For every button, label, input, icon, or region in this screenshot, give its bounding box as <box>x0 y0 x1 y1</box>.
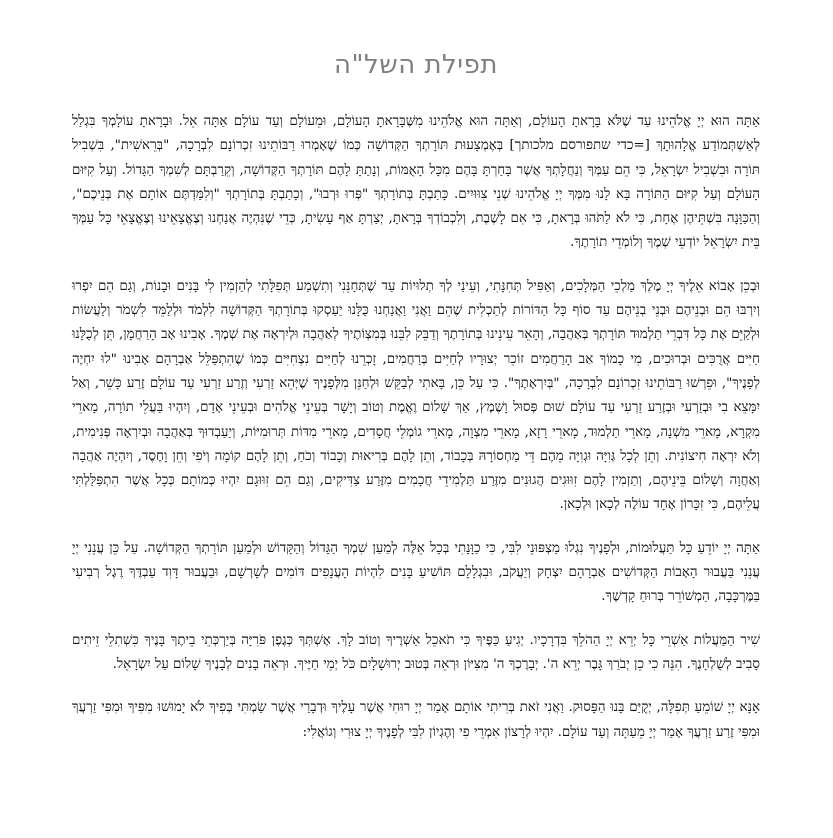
paragraph-1: אַתָּה הוּא יְיָ אֱלֹהֵינוּ עַד שֶׁלֹּא בָּרָאתָ הָעוֹלָם, וְאַתָּה הוּא אֱלֹהֵינוּ מִשֶּׁבָּרָאתָ הָעוֹלָם, וּמֵעוֹלָם וְעַד עוֹלָם אַתָּה אֵל. וּבָרָאתָ עוֹלָמְךָ בִּגְלַל לְאַשְׁתְּמוֹדַע אֱלָהוּתָךְ [=כדי שתפורסם מלכותך] בְּאֶמְצָעוּת תּוֹרָתְךָ הַקְּדוֹשָׁה כְּמוֹ שֶׁאָמְרוּ רַבּוֹתֵינוּ זִכְרוֹנָם לִבְרָכָה, "בְּרֵאשִׁית", בִּשְׁבִיל תּוֹרָה וּבִשְׁבִיל יִשְׂרָאֵל, כִּי הֵם עַמְּךָ וְנַחֲלָתְךָ אֲשֶׁר בָּחַרְתָּ בָּהֶם מִכָּל הָאֻמּוֹת, וְנָתַתָּ לָהֶם תּוֹרָתְךָ הַקְּדוֹשָׁה, וְקֵרַבְתָּם לְשִׁמְךָ הַגָּדוֹל. וְעַל קִיּוּם הָעוֹלָם וְעַל קִיּוּם הַתּוֹרָה בָּא לָנוּ מִמְּךָ יְיָ אֱלֹהֵינוּ שְׁנֵי צִוּוּיִים. כָּתַבְתָּ בְּתוֹרָתְךָ "פְּרוּ וּרְבוּ", וְכָתַבְתָּ בְּתוֹרָתְךָ "וְלִמַּדְתֶּם אוֹתָם אֶת בְּנֵיכֶם", וְהַכַּוָּנָה בִּשְׁתֵּיהֶן אֶחָת, כִּי לֹא לַתֹּהוּ בְּרָאתָ, כִּי אִם לָשֶׁבֶת, וְלִכְבוֹדְךָ בְּרָאתָ, יְצַרְתָּ אַף עָשִׂיתָ, כְּדֵי שֶׁנִּהְיֶה אֲנַחְנוּ וְצֶאֱצָאֵינוּ וְצֶאֱצָאֵי כָּל עַמְּךָ בֵּית יִשְׂרָאֵל יוֹדְעֵי שְׁמֶךָ וְלוֹמְדֵי תוֹרָתֶךָ. <box>72 114 760 251</box>
paragraph-2: וּבְכֵן אָבוֹא אֵלֶיךָ יְיָ מֶלֶךְ מַלְכֵי הַמְּלָכִים, וְאַפִּיל תְּחִנָּתִי, וְעֵינַי לְךָ תְלוּיוֹת עַד שֶׁתְּחָנֵּנִי וְתִשְׁמַע תְּפִלָּתִי לְהַזְמִין לִי בָּנִים וּבָנוֹת, וְגַם הֵם יִפְרוּ וְיִרְבּוּ הֵם וּבְנֵיהֶם וּבְנֵי בְנֵיהֶם עַד סוֹף כָּל הַדּוֹרוֹת לְתַכְלִית שֶׁהֵם וַאֲנִי וַאֲנַחְנוּ כֻּלָּנוּ יַעַסְקוּ בְּתוֹרָתְךָ הַקְּדוֹשָׁה לִלְמֹד וּלְלַמֵּד לִשְׁמֹר וְלַעֲשׂוֹת וּלְקַיֵּם אֶת כָּל דִּבְרֵי תַלְמוּד תּוֹרָתְךָ בְּאַהֲבָה, וְהָאֵר עֵינֵינוּ בְּתוֹרָתֶךָ וְדַבֵּק לִבֵּנוּ בְּמִצְוֹתֶיךָ לְאַהֲבָה וּלְיִרְאָה אֶת שְׁמֶךָ. אָבִינוּ אָב הָרַחֲמָן, תֵּן לְכֻלָּנוּ חַיִּים אֲרֻכִּים וּבְרוּכִים, מִי כָמוֹךָ אַב הָרַחֲמִים זוֹכֵר יְצוּרָיו לְחַיִּים בְּרַחֲמִים, זָכְרֵנוּ לְחַיִּים נִצְחִיִּים כְּמוֹ שֶׁהִתְפַּלֵּל אַבְרָהָם אָבִינוּ "לוּ יִחְיֶה לְפָנֶיךָ", וּפֵרְשׁוּ רַבּוֹתֵינוּ זִכְרוֹנָם לִבְרָכָה, "בְּיִרְאָתֶךָ". כִּי עַל כֵּן, בָּאתִי לְבַקֵּשׁ וּלְחַנֵּן מִלְּפָנֶיךָ שֶׁיְּהֵא זַרְעִי וְזֶרַע זַרְעִי עַד עוֹלָם זֶרַע כָּשֵׁר, וְאַל יִמָּצֵא בִי וּבְזַרְעִי וּבְזֶרַע זַרְעִי עַד עוֹלָם שׁוּם פְּסוּל וָשֶׁמֶץ, אַךְ שָׁלוֹם וֶאֱמֶת וְטוֹב וְיָשָׁר בְּעֵינֵי אֱלֹהִים וּבְעֵינֵי אָדָם, וְיִהְיוּ בַּעֲלֵי תוֹרָה, מָארֵי מִקְרָא, מָארֵי מִשְׁנָה, מָארֵי תַלְמוּד, מָארֵי רָזָא, מָארֵי מִצְוָה, מָארֵי גוֹמְלֵי חֲסָדִים, מָארֵי מִדּוֹת תְּרוּמִיּוֹת, וְיַעַבְדוּךָ בְּאַהֲבָה וּבְיִרְאָה פְּנִימִית, וְלֹא יִרְאָה חִיצוֹנִית. וְתֵן לְכָל גְּוִיָּה וּגְוִיָּה מֵהֶם דֵּי מַחְסוֹרָהּ בְּכָבוֹד, וְתֵן לָהֶם בְּרִיאוּת וְכָבוֹד וְכֹחַ, וְתֵן לָהֶם קוֹמָה וְיֹפִי וְחֵן וָחֶסֶד, וְיִהְיֶה אַהֲבָה וְאַחֲוָה וְשָׁלוֹם בֵּינֵיהֶם, וְתַזְמִין לָהֶם זִוּוּגִים הֲגוּנִים מִזֶּרַע תַּלְמִידֵי חֲכָמִים מִזֶּרַע צַדִּיקִים, וְגַם הֵם זִוּוּגָם יִהְיוּ כְּמוֹתָם כְּכָל אֲשֶׁר הִתְפַּלַּלְתִּי עֲלֵיהֶם, כִּי זִכָּרוֹן אֶחָד עוֹלֶה לְכָאן וּלְכָאן. <box>72 278 760 513</box>
paragraph-5: אָנָּא יְיָ שׁוֹמֵעַ תְּפִלָּה, יְקֻיַּם בָּנוּ הַפָּסוּק. וַאֲנִי זֹאת בְּרִיתִי אוֹתָם אָמַר יְיָ רוּחִי אֲשֶׁר עָלֶיךָ וּדְבָרַי אֲשֶׁר שַׂמְתִּי בְּפִיךָ לֹא יָמוּשׁוּ מִפִּיךָ וּמִפִּי זַרְעֲךָ וּמִפִּי זֶרַע זַרְעֲךָ אָמַר יְיָ מֵעַתָּה וְעַד עוֹלָם. יִהְיוּ לְרָצוֹן אִמְרֵי פִי וְהֶגְיוֹן לִבִּי לְפָנֶיךָ יְיָ צוּרִי וְגוֹאֲלִי: <box>72 700 760 740</box>
document-title: תפילת השל"ה <box>334 50 498 80</box>
paragraph-4: שִׁיר הַמַּעֲלוֹת אַשְׁרֵי כָּל יְרֵא יְיָ הַהֹלֵךְ בִּדְרָכָיו. יְגִיעַ כַּפֶּיךָ כִּי תֹאכֵל אַשְׁרֶיךָ וְטוֹב לָךְ. אֶשְׁתְּךָ כְּגֶפֶן פֹּרִיָּה בְּיַרְכְּתֵי בֵיתֶךָ בָּנֶיךָ כִּשְׁתִלֵי זֵיתִים סָבִיב לְשֻׁלְחָנֶךָ. הִנֵּה כִי כֵן יְבֹרַךְ גָּבֶר יְרֵא ה'. יְבָרֶכְךָ ה' מִצִּיּוֹן וּרְאֵה בְּטוּב יְרוּשָׁלָיִם כֹּל יְמֵי חַיֶּיךָ. וּרְאֵה בָנִים לְבָנֶיךָ שָׁלוֹם עַל יִשְׂרָאֵל. <box>72 632 760 672</box>
document-page <box>72 38 760 764</box>
paragraph-3: אַתָּה יְיָ יוֹדֵעַ כָּל תַּעֲלוּמוֹת, וּלְפָנֶיךָ נִגְלוּ מַצְפּוּנֵי לִבִּי, כִּי כַוָּנָתִי בְּכָל אֵלֶּה לְמַעַן שִׁמְךָ הַגָּדוֹל וְהַקָּדוֹשׁ וּלְמַעַן תּוֹרָתְךָ הַקְּדוֹשָׁה. עַל כֵּן עֲנֵנִי יְיָ עֲנֵנִי בַּעֲבוּר הָאָבוֹת הַקְּדוֹשִׁים אַבְרָהָם יִצְחָק וְיַעֲקֹב, וּבִגְלָלָם תּוֹשִׁיעַ בָּנִים לִהְיוֹת הָעֲנָפִים דּוֹמִים לְשָׁרְשָׁם, וּבַעֲבוּר דָּוִד עַבְדֶּךָ רֶגֶל רְבִיעִי בַּמֶּרְכָּבָה, הַמְשׁוֹרֵר בְּרוּחַ קָדְשֶׁךָ. <box>72 540 760 605</box>
